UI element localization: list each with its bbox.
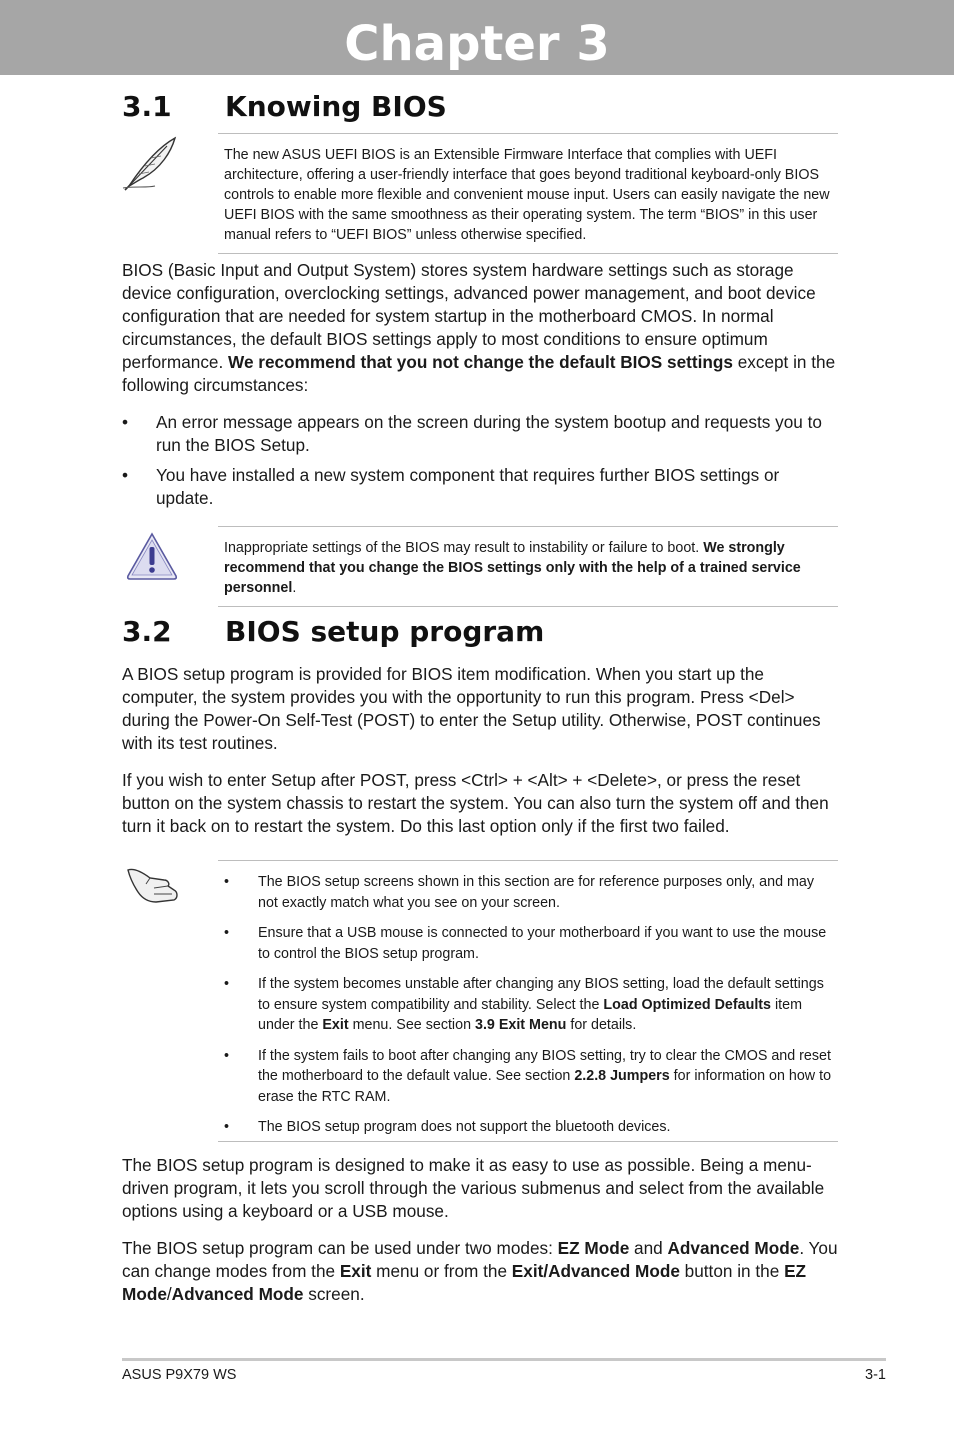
section-number: 3.1 [122, 90, 172, 123]
warning-note-text [218, 538, 838, 598]
list-item [122, 411, 838, 457]
list-item-text: Ensure that a USB mouse is connected to your motherboard if you want to use the mouse to control the BIOS setup program. [258, 925, 827, 962]
list-item-text: If the system fails to boot after changing any BIOS setting, try to clear the CMOS and reset the motherboard to the default value. See section [258, 1047, 831, 1084]
bullet-glyph: • [224, 1047, 230, 1064]
warning-bold: We strongly recommend that you change the BIOS settings only with the help of a trained service personnel [224, 540, 801, 596]
bullet-glyph: • [122, 412, 129, 432]
feather-pen-icon [121, 134, 181, 197]
bullet-glyph: • [224, 1119, 230, 1135]
warning-note-box [218, 526, 838, 607]
list-item-text: The BIOS setup program does not support the bluetooth devices. [258, 1119, 671, 1135]
setup-paragraph-3: The BIOS setup program is designed to make it as easy to use as possible. Being a menu-driven program, it lets you scroll through the various submenus and select from the available options using a keyboard or a USB mouse. [122, 1155, 825, 1221]
list-item-text: The BIOS setup screens shown in this section are for reference purposes only, and may not exactly match what you see on your screen. [258, 874, 815, 911]
section-title: BIOS setup program [225, 615, 545, 648]
bios-intro-text: BIOS (Basic Input and Output System) stores system hardware settings such as storage device configuration, overclocking settings, advanced power management, and boot device configuration that are needed for system startup in the motherboard CMOS. In normal circumstances, the default BIOS settings apply to most conditions to ensure optimum performance. [122, 260, 816, 372]
footer-divider [122, 1358, 886, 1361]
list-item [218, 872, 838, 913]
warning-icon [124, 530, 180, 587]
chapter-banner [0, 0, 954, 75]
bullet-glyph: • [224, 925, 230, 941]
para-text: The BIOS setup program can be used under two modes: [122, 1238, 558, 1258]
setup-paragraph-1: A BIOS setup program is provided for BIOS item modification. When you start up the computer, the system provides you with the opportunity to run this program. Press <Del> during the Power-On Self-Test (POST) to enter the Setup utility. Otherwise, POST continues with its test routines. [122, 664, 821, 753]
section-number: 3.2 [122, 615, 172, 648]
bios-intro-paragraph [122, 259, 838, 397]
section-title: Knowing BIOS [225, 90, 447, 123]
circumstances-list [122, 411, 838, 517]
list-item [218, 974, 838, 1036]
list-item [122, 464, 838, 510]
exit-menu-label: Exit [322, 1017, 349, 1033]
setup-paragraph-4 [122, 1237, 838, 1306]
uefi-note-box [218, 133, 838, 254]
list-item [218, 1046, 838, 1108]
list-item-text: If the system becomes unstable after changing any BIOS setting, load the default settings to ensure system compatibility and stability. Select the [258, 976, 824, 1013]
warning-end: . [292, 580, 297, 596]
setup-notes-box [218, 860, 838, 1142]
para-text: screen. [303, 1284, 365, 1304]
list-item-text: You have installed a new system component that requires further BIOS settings or update. [156, 465, 780, 508]
list-item-text: item under the [258, 996, 802, 1033]
load-optimized-defaults-label: Load Optimized Defaults [603, 996, 772, 1013]
bullet-glyph: • [122, 465, 129, 485]
bios-intro-bold: We recommend that you not change the default BIOS settings [228, 352, 733, 372]
advanced-mode-label: Advanced Mode [667, 1238, 800, 1258]
exit-menu-section-ref: 3.9 Exit Menu [475, 1017, 567, 1033]
setup-notes-list [218, 872, 838, 1138]
bullet-glyph: • [224, 874, 230, 890]
exit-label: Exit [339, 1261, 372, 1281]
section-3-1-heading [122, 90, 447, 123]
list-item-text: for details. [566, 1017, 637, 1033]
para-text: button in the [679, 1261, 785, 1281]
list-item [218, 1117, 838, 1138]
footer-page-number: 3-1 [865, 1367, 886, 1383]
para-text: / [166, 1284, 172, 1304]
ez-mode-label: EZ Mode [122, 1261, 807, 1304]
para-text: menu or from the [371, 1261, 512, 1281]
jumpers-section-ref: 2.2.8 Jumpers [574, 1068, 670, 1084]
bios-intro-text-end: except in the following circumstances: [122, 352, 836, 395]
para-text: and [629, 1238, 668, 1258]
advanced-mode-label: Advanced Mode [171, 1284, 304, 1304]
list-item-text: for information on how to erase the RTC RAM. [258, 1068, 832, 1105]
ez-mode-label: EZ Mode [557, 1238, 630, 1258]
exit-advanced-mode-label: Exit/Advanced Mode [511, 1261, 680, 1281]
uefi-note-text: The new ASUS UEFI BIOS is an Extensible Firmware Interface that complies with UEFI architecture, offering a user-friendly interface that goes beyond traditional keyboard-only BIOS controls to enable more flexible and convenient mouse input. Users can easily navigate the new UEFI BIOS with the same smoothness as their operating system. The term “BIOS” in this user manual refers to “UEFI BIOS” unless otherwise specified. [224, 147, 830, 243]
pointing-hand-icon [124, 862, 182, 909]
setup-paragraph-2: If you wish to enter Setup after POST, press <Ctrl> + <Alt> + <Delete>, or press the reset button on the system chassis to restart the system. You can also turn the system off and then turn it back on to restart the system. Do this last option only if the first two failed. [122, 770, 829, 836]
warning-text: Inappropriate settings of the BIOS may result to instability or failure to boot. [224, 540, 704, 556]
chapter-title: Chapter 3 [344, 16, 610, 72]
section-3-2-heading [122, 615, 544, 648]
para-text: . You can change modes from the [122, 1238, 838, 1281]
list-item-text: menu. See section [348, 1017, 475, 1033]
footer-product-name: ASUS P9X79 WS [122, 1367, 237, 1383]
list-item-text: An error message appears on the screen during the system bootup and requests you to run the BIOS Setup. [156, 412, 822, 455]
list-item [218, 923, 838, 964]
bullet-glyph: • [224, 976, 230, 992]
